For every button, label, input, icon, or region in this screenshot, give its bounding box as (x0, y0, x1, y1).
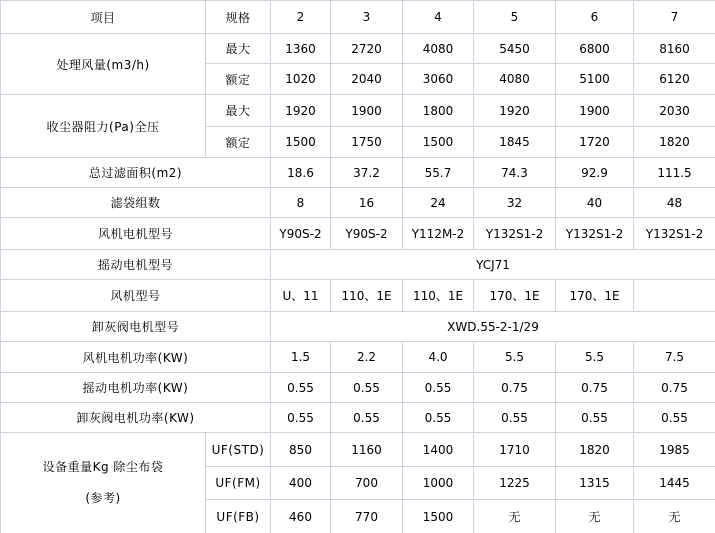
row-label-fan-model: 风机型号 (1, 280, 271, 312)
value-cell: 1020 (271, 64, 331, 95)
value-cell: 32 (474, 188, 556, 218)
value-cell-empty (634, 280, 715, 312)
value-cell: 24 (403, 188, 474, 218)
header-spec: 规格 (206, 1, 271, 34)
sub-label-max: 最大 (206, 95, 271, 127)
value-cell: 1900 (556, 95, 634, 127)
value-cell: 8160 (634, 34, 715, 64)
row-label-shake-motor-model: 摇动电机型号 (1, 250, 271, 280)
header-item: 项目 (1, 1, 206, 34)
value-cell: 7.5 (634, 342, 715, 373)
col-header: 2 (271, 1, 331, 34)
value-cell: 2040 (331, 64, 403, 95)
value-cell: 4080 (403, 34, 474, 64)
value-cell: 5100 (556, 64, 634, 95)
row-label-fan-motor-model: 风机电机型号 (1, 218, 271, 250)
value-cell: 0.55 (403, 373, 474, 403)
row-label-ash-valve-motor-model: 卸灰阀电机型号 (1, 312, 271, 342)
value-cell: 1500 (403, 500, 474, 533)
value-cell: 1800 (403, 95, 474, 127)
col-header: 6 (556, 1, 634, 34)
value-cell: 2.2 (331, 342, 403, 373)
row-label-filter-area: 总过滤面积(m2) (1, 158, 271, 188)
value-cell: 700 (331, 467, 403, 500)
value-cell: 无 (634, 500, 715, 533)
value-cell: Y132S1-2 (556, 218, 634, 250)
value-cell: 1445 (634, 467, 715, 500)
merged-value-cell: YCJ71 (271, 250, 715, 280)
value-cell: 1500 (403, 127, 474, 158)
row-label-resistance: 收尘器阻力(Pa)全压 (1, 95, 206, 158)
value-cell: 110、1E (403, 280, 474, 312)
fan-motor-power-row (1, 342, 715, 373)
value-cell: 0.55 (403, 403, 474, 433)
value-cell: 1710 (474, 433, 556, 467)
value-cell: 48 (634, 188, 715, 218)
value-cell: 1.5 (271, 342, 331, 373)
value-cell: 8 (271, 188, 331, 218)
value-cell: 4.0 (403, 342, 474, 373)
value-cell: 4080 (474, 64, 556, 95)
value-cell: 0.55 (331, 403, 403, 433)
resistance-max-row (1, 95, 715, 127)
ash-valve-motor-model-row (1, 312, 715, 342)
ash-valve-motor-power-row (1, 403, 715, 433)
value-cell: 170、1E (474, 280, 556, 312)
value-cell: 0.55 (331, 373, 403, 403)
value-cell: 1920 (474, 95, 556, 127)
value-cell: 0.75 (556, 373, 634, 403)
row-label-shake-motor-power: 摇动电机功率(KW) (1, 373, 271, 403)
value-cell: 6800 (556, 34, 634, 64)
value-cell: 770 (331, 500, 403, 533)
value-cell: 0.55 (271, 403, 331, 433)
shake-motor-model-row (1, 250, 715, 280)
value-cell: 55.7 (403, 158, 474, 188)
value-cell: 74.3 (474, 158, 556, 188)
row-label-fan-motor-power: 风机电机功率(KW) (1, 342, 271, 373)
value-cell: Y90S-2 (271, 218, 331, 250)
value-cell: 0.55 (556, 403, 634, 433)
weight-std-row (1, 433, 715, 467)
value-cell: 111.5 (634, 158, 715, 188)
header-row (1, 1, 715, 34)
value-cell: 5.5 (556, 342, 634, 373)
value-cell: 0.75 (634, 373, 715, 403)
value-cell: U、11 (271, 280, 331, 312)
filter-area-row (1, 158, 715, 188)
value-cell: 1315 (556, 467, 634, 500)
value-cell: 0.55 (634, 403, 715, 433)
value-cell: 0.55 (271, 373, 331, 403)
airflow-max-row (1, 34, 715, 64)
fan-motor-model-row (1, 218, 715, 250)
value-cell: 110、1E (331, 280, 403, 312)
sub-label-uf-std: UF(STD) (206, 433, 271, 467)
value-cell: 5450 (474, 34, 556, 64)
value-cell: 5.5 (474, 342, 556, 373)
value-cell: 0.75 (474, 373, 556, 403)
value-cell: 2720 (331, 34, 403, 64)
value-cell: Y132S1-2 (474, 218, 556, 250)
value-cell: 460 (271, 500, 331, 533)
value-cell: 0.55 (474, 403, 556, 433)
value-cell: 37.2 (331, 158, 403, 188)
col-header: 5 (474, 1, 556, 34)
value-cell: 1500 (271, 127, 331, 158)
sub-label-rated: 额定 (206, 64, 271, 95)
sub-label-uf-fb: UF(FB) (206, 500, 271, 533)
weight-label-line1: 设备重量Kg 除尘布袋 (42, 459, 164, 474)
col-header: 4 (403, 1, 474, 34)
sub-label-uf-fm: UF(FM) (206, 467, 271, 500)
value-cell: 1845 (474, 127, 556, 158)
value-cell: 18.6 (271, 158, 331, 188)
value-cell: 1720 (556, 127, 634, 158)
value-cell: 1750 (331, 127, 403, 158)
row-label-weight (1, 433, 206, 533)
weight-label-line2: (参考) (85, 491, 121, 505)
value-cell: 92.9 (556, 158, 634, 188)
value-cell: 1920 (271, 95, 331, 127)
value-cell: 850 (271, 433, 331, 467)
value-cell: 1985 (634, 433, 715, 467)
value-cell: Y132S1-2 (634, 218, 715, 250)
col-header: 7 (634, 1, 715, 34)
merged-value-cell: XWD.55-2-1/29 (271, 312, 715, 342)
sub-label-rated: 额定 (206, 127, 271, 158)
value-cell: 无 (556, 500, 634, 533)
value-cell: 1000 (403, 467, 474, 500)
value-cell: 1360 (271, 34, 331, 64)
value-cell: 1820 (556, 433, 634, 467)
value-cell: Y90S-2 (331, 218, 403, 250)
value-cell: Y112M-2 (403, 218, 474, 250)
value-cell: 1400 (403, 433, 474, 467)
col-header: 3 (331, 1, 403, 34)
value-cell: 2030 (634, 95, 715, 127)
value-cell: 1820 (634, 127, 715, 158)
value-cell: 1900 (331, 95, 403, 127)
row-label-bag-groups: 滤袋组数 (1, 188, 271, 218)
row-label-airflow: 处理风量(m3/h) (1, 34, 206, 95)
value-cell: 1160 (331, 433, 403, 467)
value-cell: 170、1E (556, 280, 634, 312)
shake-motor-power-row (1, 373, 715, 403)
fan-model-row (1, 280, 715, 312)
value-cell: 3060 (403, 64, 474, 95)
value-cell: 无 (474, 500, 556, 533)
bag-groups-row (1, 188, 715, 218)
value-cell: 16 (331, 188, 403, 218)
sub-label-max: 最大 (206, 34, 271, 64)
value-cell: 400 (271, 467, 331, 500)
value-cell: 40 (556, 188, 634, 218)
row-label-ash-valve-motor-power: 卸灰阀电机功率(KW) (1, 403, 271, 433)
value-cell: 6120 (634, 64, 715, 95)
value-cell: 1225 (474, 467, 556, 500)
